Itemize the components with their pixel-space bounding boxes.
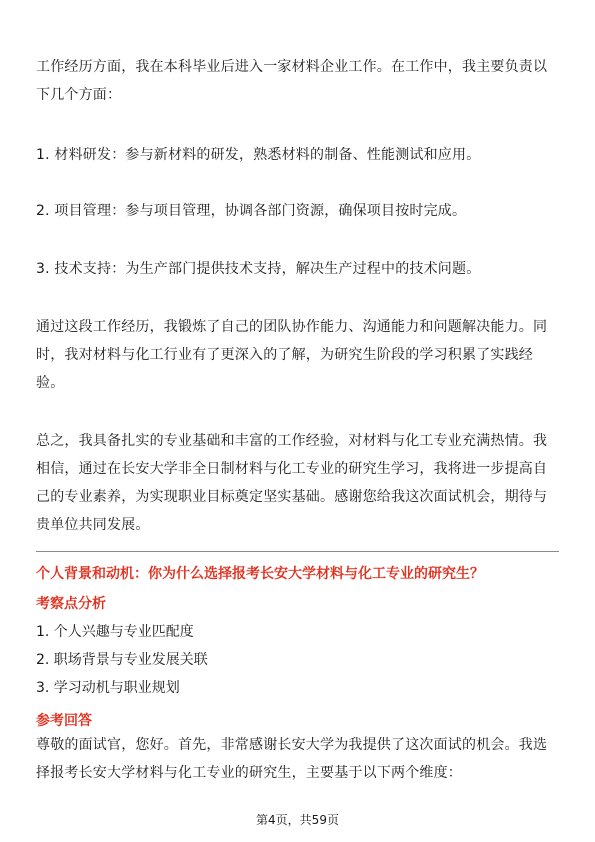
section-divider [36,551,559,552]
duty-item-support [36,255,561,283]
paragraph-line: 尊敬的面试官，您好。首先，非常感谢长安大学为我提供了这次面试的机会。我选 [36,737,548,753]
analysis-item: 3. 学习动机与职业规划 [36,680,180,696]
page-number: 第4页，共59页 [256,813,339,827]
work-experience-paragraph [36,53,561,109]
analysis-item: 1. 个人兴趣与专业匹配度 [36,624,194,640]
experience-summary-paragraph [36,313,561,397]
duty-item-project [36,197,561,225]
answer-heading: 参考回答 [36,713,92,729]
paragraph-line: 1. 材料研发：参与新材料的研发，熟悉材料的制备、性能测试和应用。 [36,147,481,163]
analysis-heading: 考察点分析 [36,596,106,612]
paragraph-line: 下几个方面： [36,87,122,103]
paragraph-line: 总之，我具备扎实的专业基础和丰富的工作经验，对材料与化工专业充满热情。我 [36,433,548,449]
paragraph-line: 验。 [36,375,65,391]
paragraph-line: 相信，通过在长安大学非全日制材料与化工专业的研究生学习，我将进一步提高自 [36,461,548,477]
paragraph-line: 择报考长安大学材料与化工专业的研究生，主要基于以下两个维度： [36,765,462,781]
analysis-item: 2. 职场背景与专业发展关联 [36,652,208,668]
conclusion-paragraph [36,427,561,539]
paragraph-line: 己的专业素养，为实现职业目标奠定坚实基础。感谢您给我这次面试机会，期待与 [36,489,548,505]
paragraph-line: 贵单位共同发展。 [36,517,150,533]
paragraph-line: 3. 技术支持：为生产部门提供技术支持，解决生产过程中的技术问题。 [36,261,481,277]
answer-paragraph [36,731,561,787]
duty-item-research [36,141,561,169]
paragraph-line: 2. 项目管理：参与项目管理，协调各部门资源，确保项目按时完成。 [36,203,467,219]
question-title: 个人背景和动机：你为什么选择报考长安大学材料与化工专业的研究生？ [36,566,484,582]
paragraph-line: 工作经历方面，我在本科毕业后进入一家材料企业工作。在工作中，我主要负责以 [36,59,548,75]
paragraph-line: 时，我对材料与化工行业有了更深入的了解，为研究生阶段的学习积累了实践经 [36,347,533,363]
paragraph-line: 通过这段工作经历，我锻炼了自己的团队协作能力、沟通能力和问题解决能力。同 [36,319,548,335]
